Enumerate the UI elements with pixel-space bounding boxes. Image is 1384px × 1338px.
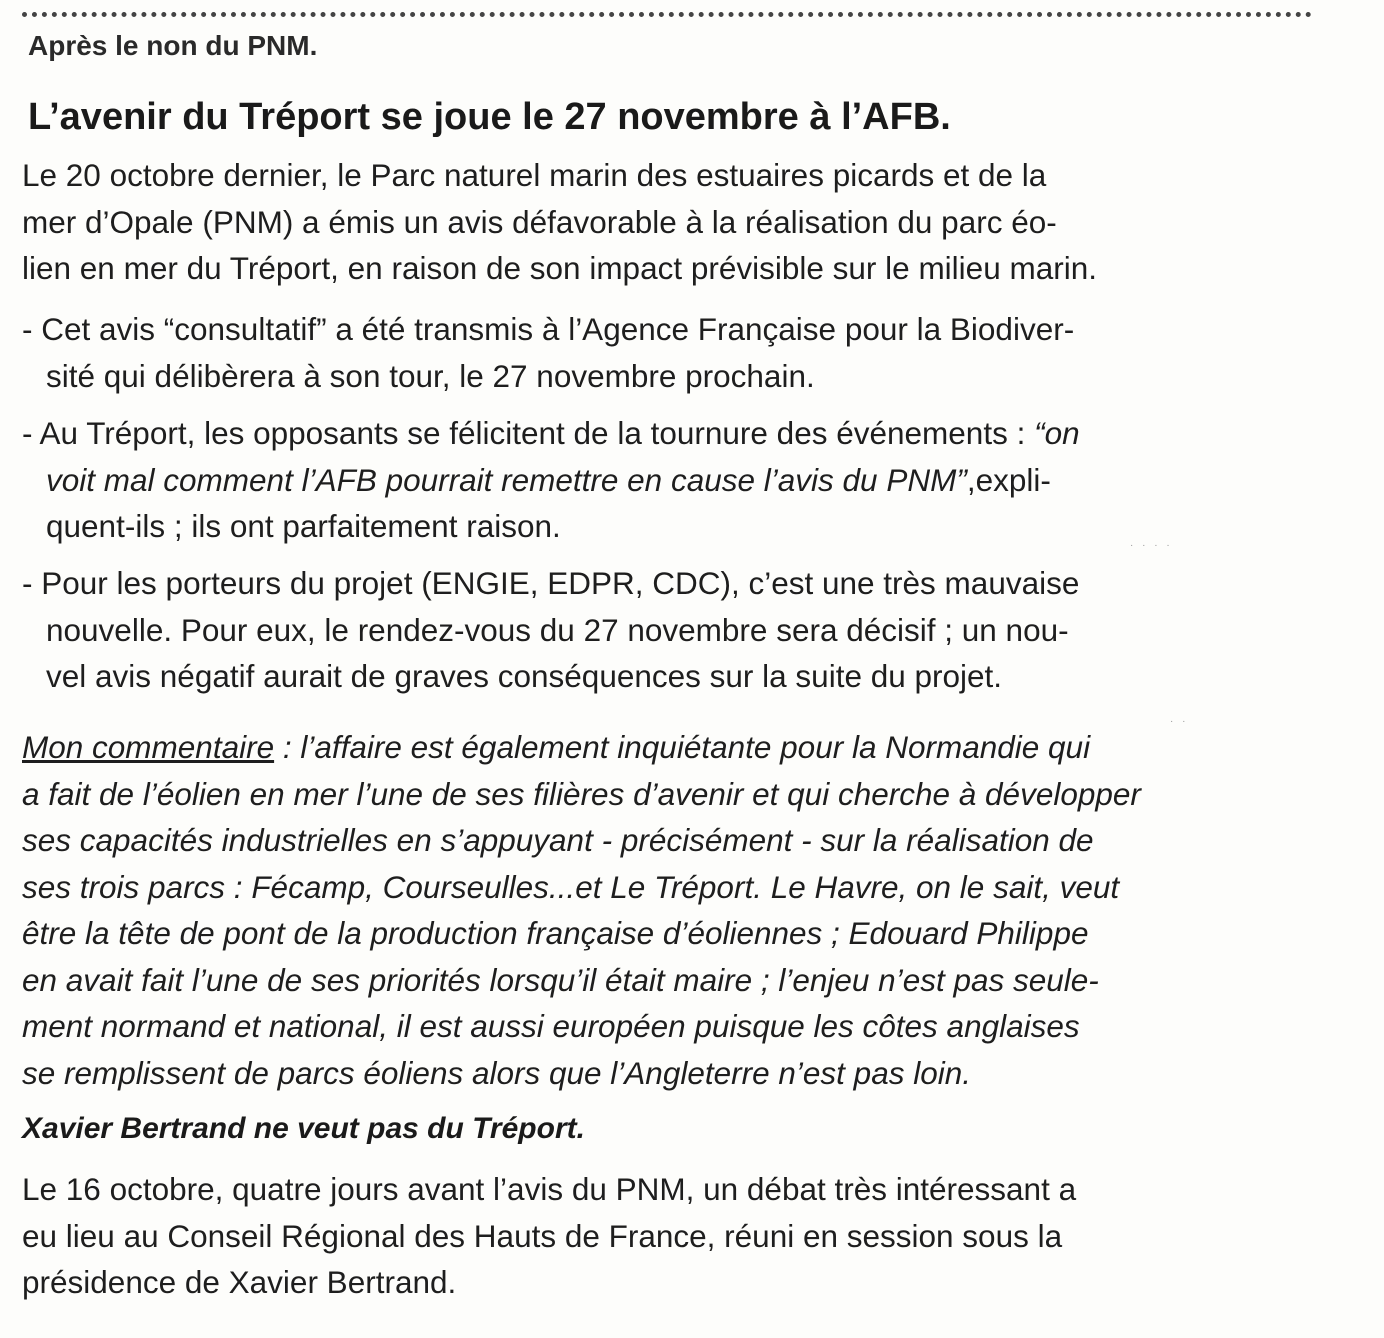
bullet-line bbox=[22, 410, 1312, 457]
bullet-text: ,expli- bbox=[966, 461, 1051, 498]
intro-line: lien en mer du Tréport, en raison de son impact prévisible sur le milieu marin. bbox=[22, 250, 1097, 286]
bullet-porteurs bbox=[22, 560, 1312, 700]
quote-text: voit mal comment l’AFB pourrait remettre en cause l’avis du PNM” bbox=[46, 461, 967, 498]
comment-line: en avait fait l’une de ses priorités lorsqu’il était maire ; l’enjeu n’est pas seule- bbox=[22, 961, 1099, 998]
quote-text: “on bbox=[1034, 415, 1080, 451]
comment-line: se remplissent de parcs éoliens alors que l’Angleterre n’est pas loin. bbox=[22, 1054, 971, 1091]
bullet-line: - Cet avis “consultatif” a été transmis à l’Agence Française pour la Biodiver- bbox=[22, 311, 1075, 347]
bullet-consultatif bbox=[22, 306, 1312, 399]
section-subhead: Xavier Bertrand ne veut pas du Tréport. bbox=[22, 1112, 585, 1145]
intro-paragraph bbox=[22, 152, 1306, 292]
bullet-line: sité qui délibèrera à son tour, le 27 novembre prochain. bbox=[46, 357, 815, 394]
bullet-line: - Pour les porteurs du projet (ENGIE, EDPR, CDC), c’est une très mauvaise bbox=[22, 565, 1080, 601]
comment-paragraph bbox=[22, 724, 1306, 1096]
bullet-text: - Au Tréport, les opposants se félicitent de la tournure des événements : bbox=[22, 415, 1035, 451]
bullet-line bbox=[22, 457, 1312, 504]
bullet-line: nouvelle. Pour eux, le rendez-vous du 27 novembre sera décisif ; un nou- bbox=[46, 611, 1069, 648]
bullet-opposants bbox=[22, 410, 1312, 550]
comment-line: ses capacités industrielles en s’appuyant - précisément - sur la réalisation de bbox=[22, 822, 1094, 858]
closing-line: présidence de Xavier Bertrand. bbox=[22, 1264, 457, 1300]
comment-line bbox=[22, 724, 1306, 771]
scan-speck: · · · · bbox=[1130, 540, 1173, 551]
article-headline: L’avenir du Tréport se joue le 27 novembre à l’AFB. bbox=[28, 96, 951, 138]
comment-line: ses trois parcs : Fécamp, Courseulles...et Le Tréport. Le Havre, on le sait, veut bbox=[22, 868, 1120, 905]
intro-line: Le 20 octobre dernier, le Parc naturel marin des estuaires picards et de la bbox=[22, 157, 1047, 193]
dotted-separator bbox=[22, 12, 1312, 17]
comment-line: être la tête de pont de la production française d’éoliennes ; Edouard Philippe bbox=[22, 915, 1089, 951]
bullet-line: vel avis négatif aurait de graves conséquences sur la suite du projet. bbox=[46, 658, 1003, 694]
closing-line: Le 16 octobre, quatre jours avant l’avis du PNM, un débat très intéressant a bbox=[22, 1171, 1077, 1207]
closing-paragraph bbox=[22, 1166, 1306, 1306]
closing-line: eu lieu au Conseil Régional des Hauts de France, réuni en session sous la bbox=[22, 1217, 1063, 1254]
comment-line: ment normand et national, il est aussi européen puisque les côtes anglaises bbox=[22, 1008, 1080, 1044]
comment-text: : l’affaire est également inquiétante pour la Normandie qui bbox=[274, 729, 1091, 765]
scan-speck: · · bbox=[1170, 716, 1189, 727]
article-kicker: Après le non du PNM. bbox=[28, 30, 318, 61]
comment-label: Mon commentaire bbox=[22, 729, 275, 765]
intro-line: mer d’Opale (PNM) a émis un avis défavorable à la réalisation du parc éo- bbox=[22, 203, 1057, 240]
comment-line: a fait de l’éolien en mer l’une de ses filières d’avenir et qui cherche à développer bbox=[22, 775, 1141, 812]
bullet-line: quent-ils ; ils ont parfaitement raison. bbox=[46, 508, 561, 544]
